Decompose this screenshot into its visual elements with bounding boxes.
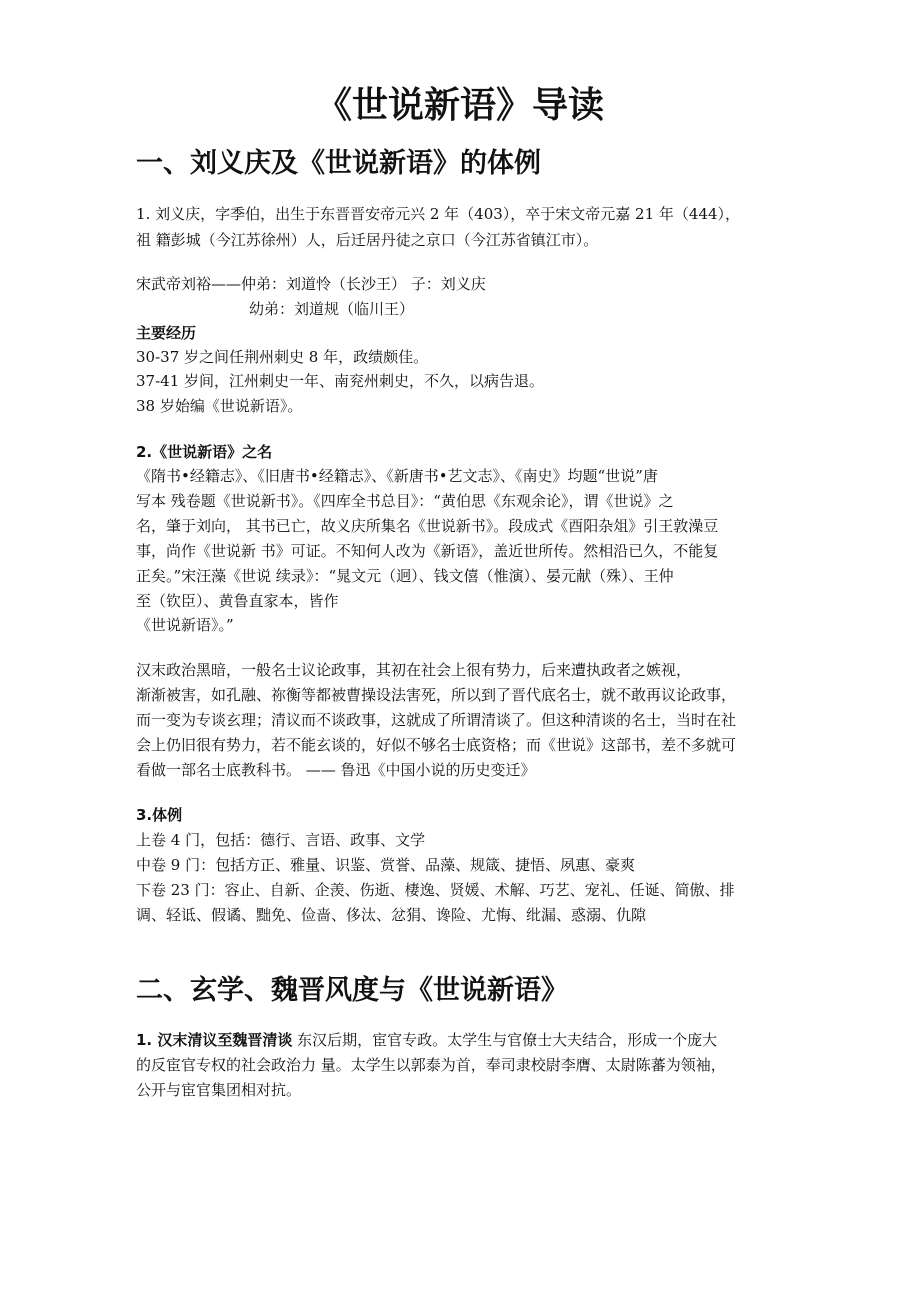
luxun-line: 渐渐被害，如孔融、祢衡等都被曹操设法害死，所以到了晋代底名士，就不敢再议论政事， [136,686,737,704]
section2-first-line [136,1028,717,1052]
section2-line: 公开与宦官集团相对抗。 [136,1081,302,1099]
section2-para-first: 东汉后期，宦官专政。太学生与官僚士大夫结合，形成一个庞大 [292,1031,718,1049]
bio-line: 祖 籍彭城（今江苏徐州）人，后迁居丹徒之京口（今江苏省镇江市）。 [136,231,599,249]
format-line: 上卷 4 门，包括：德行、言语、政事、文学 [136,831,426,849]
luxun-line: 会上仍旧很有势力，若不能玄谈的，好似不够名士底资格；而《世说》这部书，差不多就可 [136,736,737,754]
format-line: 调、轻诋、假谲、黜免、俭啬、侈汰、忿狷、谗险、尤悔、纰漏、惑溺、仇隙 [136,906,647,924]
name-line: 正矣。”宋汪藻《世说 续录》：“晁文元（迥）、钱文僖（惟演）、晏元献（殊）、王仲 [136,567,674,585]
format-heading: 3.体例 [136,806,183,824]
name-line: 至（钦臣）、黄鲁直家本，皆作 [136,592,339,610]
section1-heading: 一、刘义庆及《世说新语》的体例 [136,148,541,179]
career-heading: 主要经历 [136,324,197,342]
luxun-line: 汉末政治黑暗，一般名士议论政事，其初在社会上很有势力，后来遭执政者之嫉视， [136,661,692,679]
name-heading: 2.《世说新语》之名 [136,443,273,461]
family-line: 宋武帝刘裕——仲弟：刘道怜（长沙王） 子：刘义庆 [136,275,486,293]
family-line: 幼弟：刘道规（临川王） [249,300,415,318]
career-item: 37-41 岁间，江州刺史一年、南兖州刺史，不久，以病告退。 [136,372,545,390]
section2-heading: 二、玄学、魏晋风度与《世说新语》 [136,975,568,1006]
bio-line: 1. 刘义庆，字季伯，出生于东晋晋安帝元兴 2 年（403），卒于宋文帝元嘉 21 年（444）， [136,205,741,223]
name-line: 《隋书•经籍志》、《旧唐书•经籍志》、《新唐书•艺文志》、《南史》均题“世说”唐 [136,467,658,485]
career-item: 38 岁始编《世说新语》。 [136,397,303,415]
page-title: 《世说新语》导读 [315,84,604,126]
luxun-line: 看做一部名士底教科书。 —— 鲁迅《中国小说的历史变迁》 [136,761,536,779]
section2-line: 的反宦官专权的社会政治力 量。太学生以郭泰为首，奉司隶校尉李膺、太尉陈蕃为领袖， [136,1056,726,1074]
format-line: 下卷 23 门：容止、自新、企羡、伤逝、棲逸、贤媛、术解、巧艺、宠礼、任诞、简傲、排 [136,881,735,899]
luxun-line: 而一变为专谈玄理；清议而不谈政事，这就成了所谓清谈了。但这种清谈的名士，当时在社 [136,711,737,729]
career-item: 30-37 岁之间任荆州刺史 8 年，政绩颇佳。 [136,348,429,366]
section2-sub-label: 1. 汉末清议至魏晋清谈 [136,1031,293,1049]
name-line: 事，尚作《世说新 书》可证。不知何人改为《新语》，盖近世所传。然相沿已久，不能复 [136,542,719,560]
format-line: 中卷 9 门：包括方正、雅量、识鉴、赏誉、品藻、规箴、捷悟、夙惠、豪爽 [136,856,636,874]
name-line: 《世说新语》。” [136,616,234,634]
name-line: 写本 残卷题《世说新书》。《四库全书总目》：“黄伯思《东观余论》，谓《世说》之 [136,492,674,510]
name-line: 名，肇于刘向， 其书已亡，故义庆所集名《世说新书》。段成式《酉阳杂俎》引王敦澡豆 [136,517,719,535]
